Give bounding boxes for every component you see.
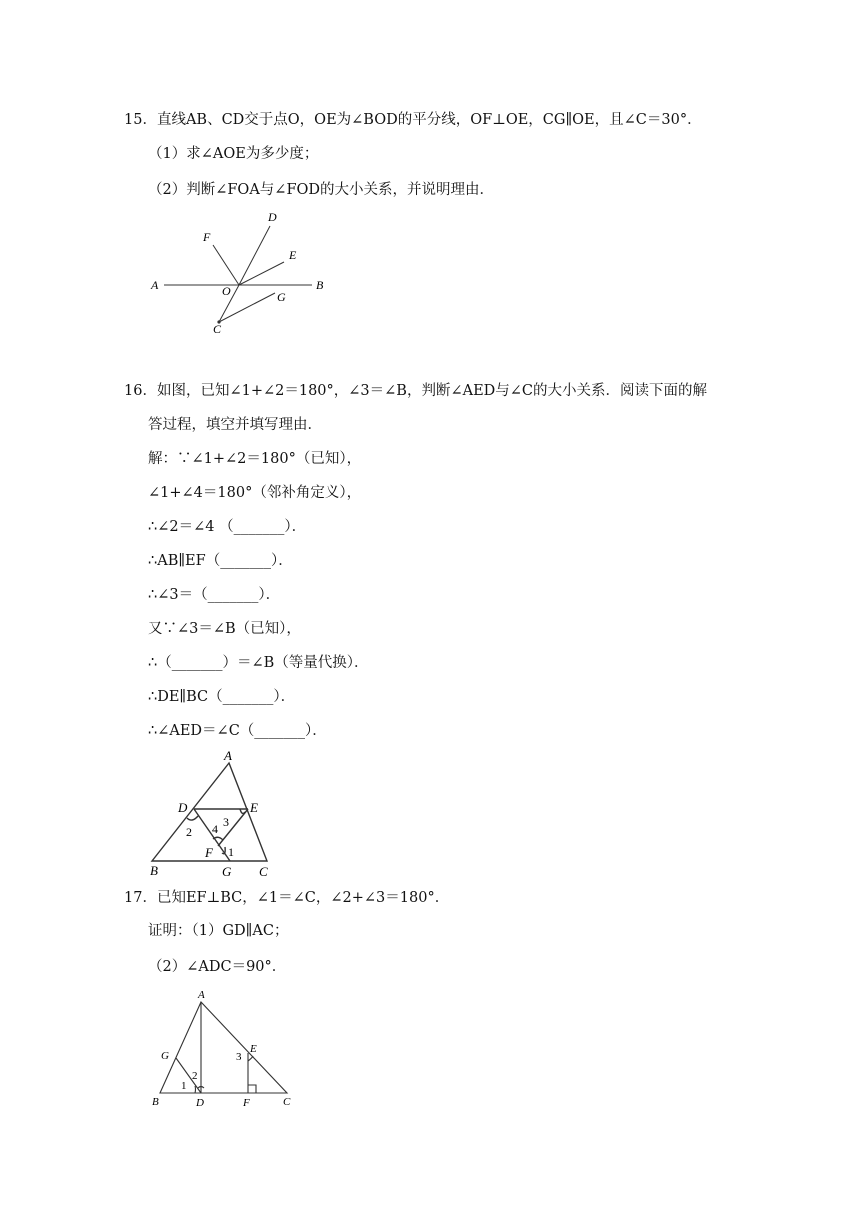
label-b: B xyxy=(152,1096,159,1108)
label-o: O xyxy=(222,284,231,298)
label-b: B xyxy=(150,863,158,878)
angle-3-label: 3 xyxy=(223,815,229,829)
angle-3-label: 3 xyxy=(236,1051,242,1063)
label-a: A xyxy=(198,989,205,1001)
label-c: C xyxy=(283,1096,291,1108)
solution-line-9: ∴∠AED＝∠C（_______）． xyxy=(148,723,327,739)
problem-15-statement: 15．直线AB、CD交于点O，OE为∠BOD的平分线，OF⊥OE，CG∥OE，且∠C＝30°． xyxy=(124,112,702,128)
label-e: E xyxy=(289,248,297,262)
solution-line-8: ∴DE∥BC（_______）． xyxy=(148,689,296,705)
problem-17-figure xyxy=(140,985,305,1110)
label-f: F xyxy=(203,230,211,244)
label-d: D xyxy=(268,210,277,224)
problem-15-part-1: （1）求∠AOE为多少度； xyxy=(148,146,319,162)
solution-line-2: ∠1+∠4＝180°（邻补角定义）， xyxy=(148,485,362,501)
angle-3-arc xyxy=(248,1056,253,1061)
angle-2-label: 2 xyxy=(186,825,192,839)
right-angle-f xyxy=(248,1085,256,1093)
label-f: F xyxy=(243,1097,250,1109)
angle-4-label: 4 xyxy=(212,822,218,836)
angle-2-label: 2 xyxy=(192,1070,198,1082)
solution-line-6: 又∵∠3＝∠B（已知）， xyxy=(148,621,301,637)
angle-2-arc xyxy=(187,816,198,820)
solution-line-5: ∴∠3＝（_______）． xyxy=(148,587,281,603)
label-f: F xyxy=(205,845,213,860)
label-e: E xyxy=(250,800,258,815)
line-of xyxy=(213,245,239,285)
label-a: A xyxy=(224,748,232,763)
angle-1-arc xyxy=(195,1086,196,1093)
triangle-abc xyxy=(160,1002,287,1093)
proof-part-2: （2）∠ADC＝90°． xyxy=(148,959,287,975)
proof-part-1: 证明：（1）GD∥AC； xyxy=(148,923,289,939)
label-e: E xyxy=(250,1043,257,1055)
problem-16-statement: 16．如图，已知∠1+∠2＝180°，∠3＝∠B，判断∠AED与∠C的大小关系．阅读下面的解 xyxy=(124,383,708,399)
problem-15-figure xyxy=(140,205,340,340)
label-c: C xyxy=(259,864,268,879)
label-g: G xyxy=(222,864,232,879)
solution-line-4: ∴AB∥EF（_______）． xyxy=(148,553,293,569)
label-b: B xyxy=(316,278,324,292)
line-od xyxy=(239,226,270,285)
solution-line-3: ∴∠2＝∠4 （_______）． xyxy=(148,519,307,535)
problem-17-statement: 17．已知EF⊥BC，∠1＝∠C，∠2+∠3＝180°． xyxy=(124,890,450,906)
label-g: G xyxy=(277,290,286,304)
label-d: D xyxy=(196,1097,204,1109)
label-d: D xyxy=(178,800,188,815)
angle-1-label: 1 xyxy=(181,1080,187,1092)
label-c: C xyxy=(213,322,222,336)
label-g: G xyxy=(161,1050,169,1062)
solution-line-7: ∴（_______）＝∠B（等量代换）． xyxy=(148,655,369,671)
problem-15-part-2: （2）判断∠FOA与∠FOD的大小关系，并说明理由． xyxy=(148,182,495,198)
problem-16-statement-cont: 答过程，填空并填写理由． xyxy=(148,417,322,433)
problem-16-figure xyxy=(140,745,285,880)
line-oe xyxy=(239,262,284,285)
angle-1-label: 1 xyxy=(228,845,234,859)
label-a: A xyxy=(151,278,159,292)
solution-line-1: 解：∵∠1+∠2＝180°（已知）， xyxy=(148,451,362,467)
